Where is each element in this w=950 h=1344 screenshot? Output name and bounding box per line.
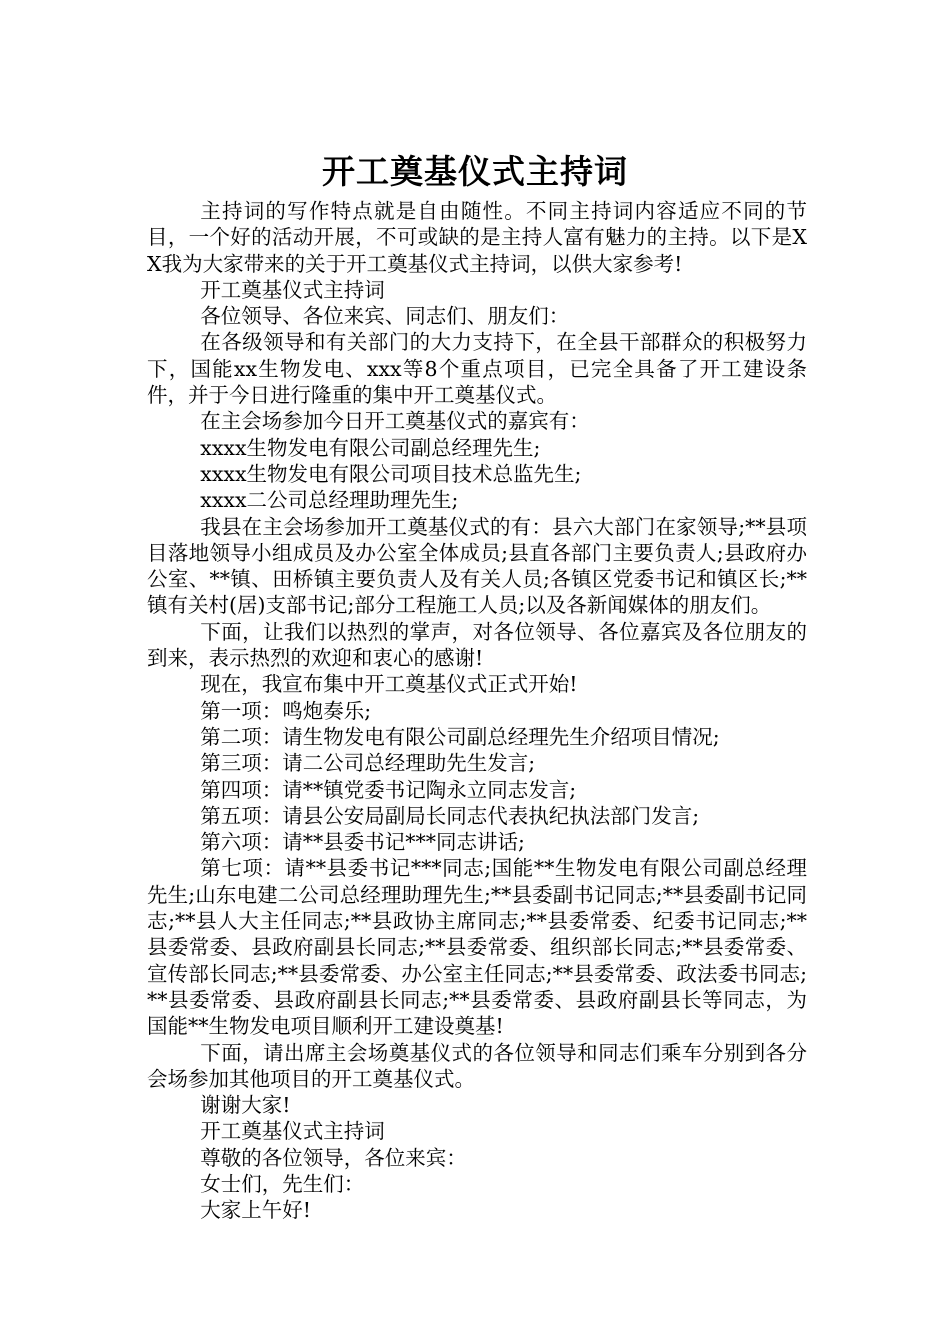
section-heading: 开工奠基仪式主持词 [200, 277, 385, 302]
document-title: 开工奠基仪式主持词 [322, 152, 628, 192]
salutation: 尊敬的各位领导，各位来宾： [200, 1145, 467, 1170]
body-paragraph: 在各级领导和有关部门的大力支持下，在全县干部群众的积极努力下，国能xx生物发电、xxx等8个重点项目，已完全具备了开工建设条件，并于今日进行隆重的集中开工奠基仪式。 [147, 330, 807, 408]
guest-line: xxxx二公司总经理助理先生; [200, 488, 459, 513]
body-paragraph: 在主会场参加今日开工奠基仪式的嘉宾有： [200, 409, 590, 434]
document-body [147, 198, 807, 1224]
salutation: 女士们，先生们： [200, 1171, 365, 1196]
closing-line: 谢谢大家! [200, 1093, 291, 1118]
body-paragraph: 我县在主会场参加开工奠基仪式的有：县六大部门在家领导;**县项目落地领导小组成员及办公室全体成员;县直各部门主要负责人;县政府办公室、**镇、田桥镇主要负责人及有关人员;各镇区党委书记和镇区长;**镇有关村(居)支部书记;部分工程施工人员;以及各新闻媒体的朋友们。 [147, 514, 807, 618]
section-heading: 开工奠基仪式主持词 [200, 1119, 385, 1144]
body-paragraph: 现在，我宣布集中开工奠基仪式正式开始! [200, 672, 578, 697]
agenda-item: 第四项：请**镇党委书记陶永立同志发言; [200, 777, 577, 802]
agenda-item: 第三项：请二公司总经理助先生发言; [200, 751, 536, 776]
body-paragraph: 下面，让我们以热烈的掌声，对各位领导、各位嘉宾及各位朋友的到来，表示热烈的欢迎和衷心的感谢! [147, 619, 807, 671]
agenda-item: 第二项：请生物发电有限公司副总经理先生介绍项目情况; [200, 724, 720, 749]
greeting: 大家上午好! [200, 1198, 312, 1223]
agenda-item: 第七项：请**县委书记***同志;国能**生物发电有限公司副总经理先生;山东电建二公司总经理助理先生;**县委副书记同志;**县委副书记同志;**县人大主任同志;**县政协主席同志;**县委常委、纪委书记同志;**县委常委、县政府副县长同志;**县委常委、组织部长同志;**县委常委、宣传部长同志;**县委常委、办公室主任同志;**县委常委、政法委书同志;**县委常委、县政府副县长同志;**县委常委、县政府副县长等同志，为国能**生物发电项目顺利开工建设奠基! [147, 856, 807, 1039]
agenda-item: 第六项：请**县委书记***同志讲话; [200, 830, 525, 855]
guest-line: xxxx生物发电有限公司项目技术总监先生; [200, 461, 582, 486]
salutation: 各位领导、各位来宾、同志们、朋友们： [200, 304, 570, 329]
agenda-item: 第五项：请县公安局副局长同志代表执纪执法部门发言; [200, 803, 700, 828]
body-paragraph: 下面，请出席主会场奠基仪式的各位领导和同志们乘车分别到各分会场参加其他项目的开工奠基仪式。 [147, 1040, 807, 1091]
agenda-item: 第一项：鸣炮奏乐; [200, 698, 372, 723]
guest-line: xxxx生物发电有限公司副总经理先生; [200, 435, 541, 460]
intro-paragraph: 主持词的写作特点就是自由随性。不同主持词内容适应不同的节目，一个好的活动开展，不可或缺的是主持人富有魅力的主持。以下是XX我为大家带来的关于开工奠基仪式主持词，以供大家参考! [147, 199, 807, 276]
